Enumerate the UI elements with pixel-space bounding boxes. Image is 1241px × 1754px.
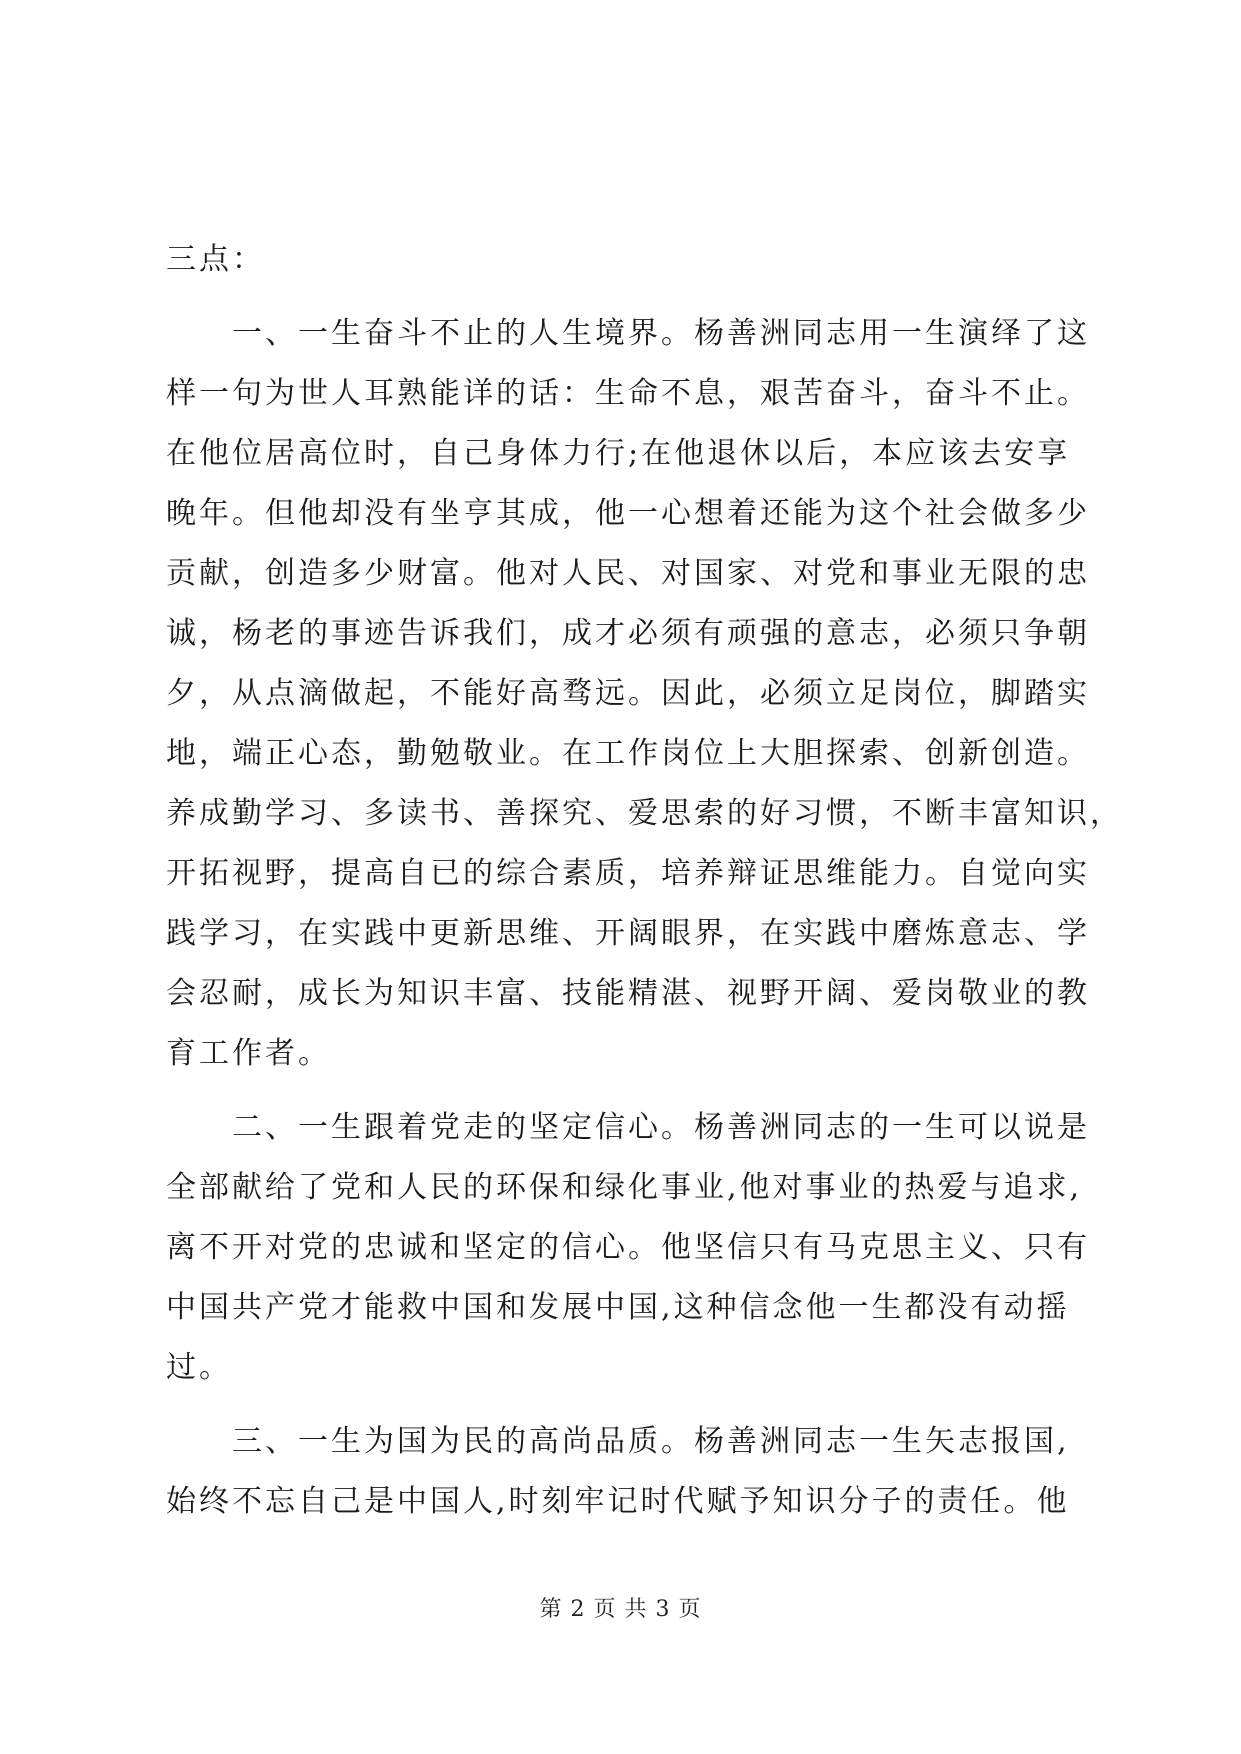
text-line: 三、一生为国为民的高尚品质。杨善洲同志一生矢志报国, (232, 1424, 1070, 1459)
page-footer (0, 1592, 1241, 1623)
text-line: 始终不忘自己是中国人,时刻牢记时代赋予知识分子的责任。他 (166, 1484, 1070, 1519)
text-line: 会忍耐，成长为知识丰富、技能精湛、视野开阔、爱岗敬业的教 (166, 976, 1090, 1011)
text-line: 开拓视野，提高自已的综合素质，培养辩证思维能力。自觉向实 (166, 856, 1090, 891)
text-line: 贡献，创造多少财富。他对人民、对国家、对党和事业无限的忠 (166, 556, 1090, 591)
text-line: 过。 (166, 1350, 232, 1385)
paragraph-3 (166, 1412, 1076, 1532)
intro-line: 三点： (166, 242, 265, 277)
text-line: 夕，从点滴做起，不能好高骛远。因此，必须立足岗位，脚踏实 (166, 676, 1090, 711)
text-line: 中国共产党才能救中国和发展中国,这种信念他一生都没有动摇 (166, 1290, 1070, 1325)
text-line: 离不开对党的忠诚和坚定的信心。他坚信只有马克思主义、只有 (166, 1230, 1090, 1265)
text-line: 地，端正心态，勤勉敬业。在工作岗位上大胆探索、创新创造。 (166, 736, 1090, 771)
text-line: 晚年。但他却没有坐亨其成，他一心想着还能为这个社会做多少 (166, 496, 1090, 531)
page-number-label: 第 2 页 共 3 页 (539, 1597, 702, 1622)
text-line: 一、一生奋斗不止的人生境界。杨善洲同志用一生演绎了这 (232, 316, 1090, 351)
text-line: 践学习，在实践中更新思维、开阔眼界，在实践中磨炼意志、学 (166, 916, 1090, 951)
text-line: 养成勤学习、多读书、善探究、爱思索的好习惯，不断丰富知识， (166, 796, 1123, 831)
text-line: 二、一生跟着党走的坚定信心。杨善洲同志的一生可以说是 (232, 1110, 1090, 1145)
text-line: 样一句为世人耳熟能详的话：生命不息，艰苦奋斗，奋斗不止。 (166, 376, 1090, 411)
text-line: 在他位居高位时，自己身体力行;在他退休以后，本应该去安享 (166, 436, 1071, 471)
text-line: 全部献给了党和人民的环保和绿化事业,他对事业的热爱与追求, (166, 1170, 1083, 1205)
paragraph-1 (166, 304, 1123, 1084)
document-body (166, 230, 1123, 1532)
text-line: 育工作者。 (166, 1036, 331, 1071)
paragraph-2 (166, 1098, 1090, 1398)
text-line: 诚，杨老的事迹告诉我们，成才必须有顽强的意志，必须只争朝 (166, 616, 1090, 651)
